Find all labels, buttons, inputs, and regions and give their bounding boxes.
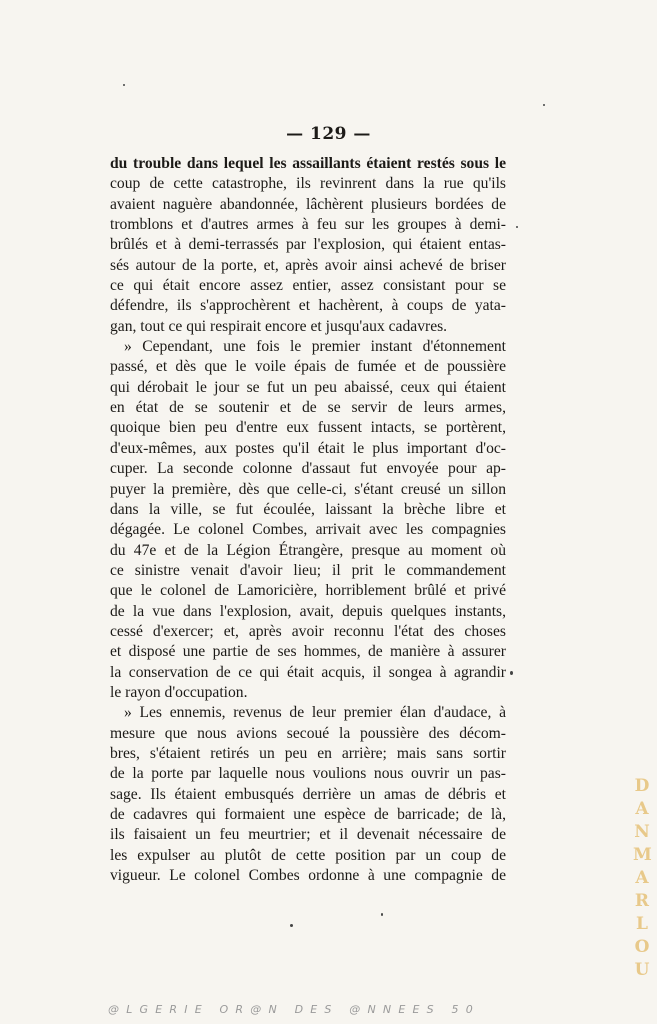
side-watermark-letter: R (634, 891, 650, 911)
text-line: » Les ennemis, revenus de leur premier élan d'audace, à (124, 704, 506, 722)
text-line: puyer la première, dès que celle-ci, s'étant creusé un sillon (110, 480, 506, 498)
text-line: dans la ville, se fut écoulée, laissant la brèche libre et (110, 500, 506, 518)
text-line: en état de se soutenir et de se servir de leurs armes, (110, 399, 506, 417)
ink-speck (510, 671, 513, 675)
text-line: le rayon d'occupation. (110, 683, 248, 701)
text-line: passé, et dès que le voile épais de fumée et de poussière (110, 358, 506, 376)
ink-speck (516, 226, 518, 228)
text-line: cessé d'exercer; et, après avoir reconnu l'état des choses (110, 622, 506, 640)
side-watermark-letter: D (634, 776, 650, 796)
text-line: la conservation de ce qui était acquis, il songea à agrandir (110, 663, 506, 681)
text-line: mesure que nous avions secoué la poussière des décom- (110, 724, 506, 742)
text-line: ce sinistre venait d'avoir lieu; il prit le commandement (110, 561, 506, 579)
text-line: brûlés et à demi-terrassés par l'explosion, qui étaient entas- (110, 236, 506, 254)
text-line: cuper. La seconde colonne d'assaut fut envoyée pour ap- (110, 460, 506, 478)
text-line: tromblons et d'autres armes à feu sur les groupes à demi- (110, 216, 506, 234)
text-line: les expulser au plutôt de cette position par un coup de (110, 846, 506, 864)
text-line: de la porte par laquelle nous voulions nous ouvrir un pas- (110, 765, 506, 783)
text-line: qui dérobait le jour se fut un peu abaissé, ceux qui étaient (110, 378, 506, 396)
side-watermark-letter: M (633, 845, 652, 865)
text-line: sage. Ils étaient embusqués derrière un amas de débris et (110, 785, 506, 803)
side-watermark-letter: U (634, 960, 650, 980)
text-line: » Cependant, une fois le premier instant d'étonnement (124, 338, 506, 356)
text-line: bres, s'étaient retirés un peu en arrière; mais sans sortir (110, 744, 506, 762)
text-line: d'eux-mêmes, aux postes qu'il était le plus important d'oc- (110, 439, 506, 457)
ink-speck (543, 104, 545, 106)
side-watermark (633, 775, 651, 982)
text-line: du trouble dans lequel les assaillants étaient restés sous le (110, 155, 506, 172)
text-line: gan, tout ce qui respirait encore et jusqu'aux cadavres. (110, 317, 448, 335)
side-watermark-letter: N (634, 822, 650, 842)
side-watermark-letter: A (635, 868, 649, 888)
text-line: défendre, ils s'approchèrent et hachèrent, à coups de yata- (110, 297, 506, 315)
text-line: dégagée. Le colonel Combes, arrivait avec les compagnies (110, 521, 506, 539)
text-line: avaient naguère abandonnée, lâchèrent plusieurs bordées de (110, 195, 506, 213)
text-line: quoique bien peu d'entre eux fussent intacts, se portèrent, (110, 419, 506, 437)
page-number: — 129 — (286, 124, 371, 144)
ink-speck (290, 924, 293, 927)
text-line: et disposé une partie de ses hommes, de manière à assurer (110, 643, 506, 661)
bottom-watermark: @LGERIE OR@N DES @NNEES 50 (108, 1003, 480, 1016)
text-line: ils faisaient un feu meurtrier; et il devenait nécessaire de (110, 826, 506, 844)
ink-speck (123, 84, 125, 86)
side-watermark-letter: A (635, 799, 649, 819)
ink-speck (381, 913, 383, 916)
text-line: de cadavres qui formaient une espèce de barricade; de là, (110, 806, 506, 823)
side-watermark-letter: O (634, 937, 650, 957)
text-line: vigueur. Le colonel Combes ordonne à une compagnie de (110, 867, 506, 885)
text-line: sés autour de la porte, et, après avoir ainsi achevé de briser (110, 256, 506, 274)
text-line: coup de cette catastrophe, ils revinrent dans la rue qu'ils (110, 175, 506, 193)
text-line: que le colonel de Lamoricière, horriblement brûlé et privé (110, 582, 506, 600)
text-line: ce qui était encore assez entier, assez consistant pour se (110, 277, 506, 295)
body-text (110, 154, 506, 886)
text-line: du 47e et de la Légion Étrangère, presque au moment où (110, 541, 506, 559)
side-watermark-letter: L (636, 914, 648, 934)
text-line: de la vue dans l'explosion, avait, depuis quelques instants, (110, 602, 506, 620)
